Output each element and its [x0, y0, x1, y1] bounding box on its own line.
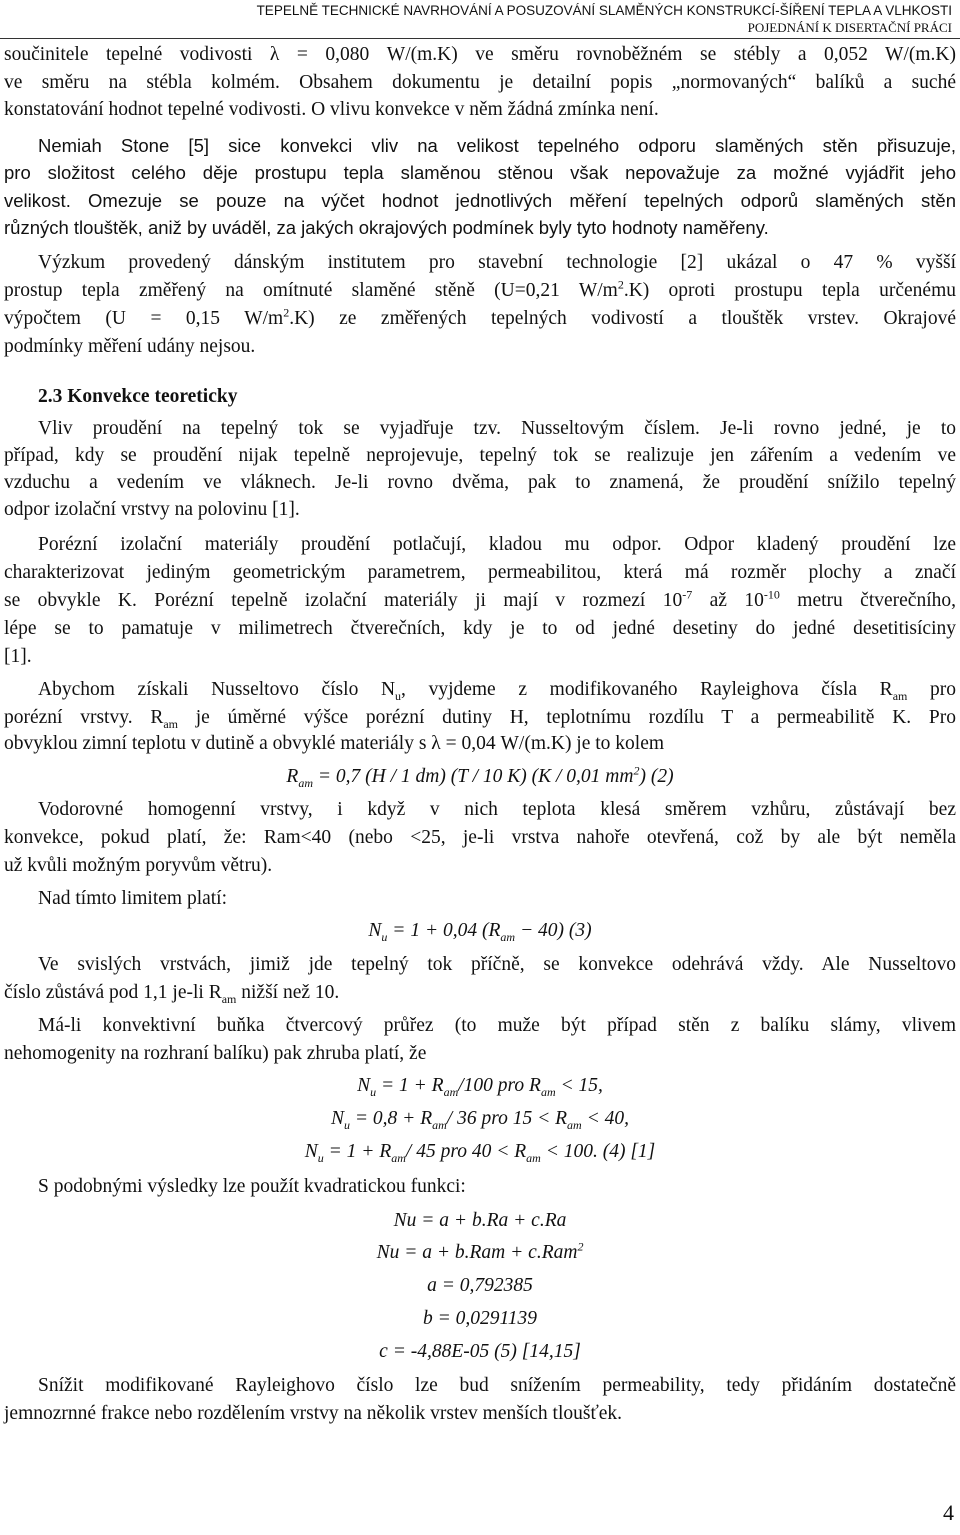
text-line: Nemiah Stone [5] sice konvekci vliv na velikost tepelného odporu slaměných stěn přisuzuje, [38, 135, 956, 156]
text-line: S podobnými výsledky lze použít kvadratickou funkci: [38, 1176, 466, 1197]
running-header-subtitle: POJEDNÁNÍ K DISERTAČNÍ PRÁCI [747, 20, 952, 35]
text-line: jemnozrnné frakce nebo rozdělením vrstvy na několik vrstev menších tloušťek. [4, 1403, 623, 1424]
text-line: [1]. [4, 646, 32, 667]
text-line: konvekce, pokud platí, že: Ram<40 (nebo <25, je-li vrstva nahoře otevřená, což by ale být neměla [4, 827, 956, 848]
text-line: Má-li konvektivní buňka čtvercový průřez (to muže být případ stěn z balíku slámy, vlivem [38, 1015, 956, 1036]
text-line: Ve svislých vrstvách, jimiž jde tepelný tok příčně, se konvekce odehrává vždy. Ale Nusseltovo [38, 954, 956, 975]
text-line: charakterizovat jediným geometrickým parametrem, permeabilitou, která má rozměr plochy a značí [4, 562, 956, 583]
text-line: podmínky měření udány nejsou. [4, 336, 256, 357]
text-line: Vodorovné homogenní vrstvy, i když v nich teplota klesá směrem vzhůru, zůstávají bez [38, 799, 956, 820]
equation-5-row-4: b = 0,0291139 [422, 1308, 538, 1329]
text-line: Snížit modifikované Rayleighovo číslo lze bud snížením permeability, tedy přidáním dostatečně [38, 1375, 956, 1396]
text-line: Výzkum provedený dánským institutem pro stavební technologie [2] ukázal o 47 % vyšší [38, 252, 956, 273]
text-line: ve směru na stébla kolmém. Obsahem dokumentu je detailní popis „normovaných“ balíků a suché [4, 72, 956, 93]
text-line: výpočtem (U = 0,15 $W/m^2.K$) ze změřených tepelných vodivostí a tlouštěk vrstev. Okrajové [4, 305, 956, 329]
equation-5-row-3: a = 0,792385 [427, 1275, 533, 1296]
text-line: vzduchu a vedením ve vláknech. Je-li rovno dvěma, pak to znamená, že proudění snížilo tepelný [4, 472, 956, 493]
text-line: různých tlouštěk, aniž by uváděl, za jakých okrajových podmínek byly tyto hodnoty naměřeny. [4, 217, 769, 238]
header-rule [0, 38, 960, 39]
equation-5-row-1: Nu = a + b.Ra + c.Ra [393, 1210, 567, 1231]
text-line: obvyklou zimní teplotu v dutině a obvyklé materiály s λ = 0,04 W/(m.K) je to kolem [4, 733, 665, 754]
equation-3: $N_u = 1 + 0,04$ $(R_{am} - 40)$ (3) [368, 920, 592, 944]
text-line: Abychom získali Nusseltovo číslo $N_u$, vyjdeme z modifikovaného Rayleighova čísla $R_{am}$ pro [38, 679, 956, 703]
equation-2: $R_{am} = 0,7$ (H / 1 dm) (T / 10 K) (K / 0,01 $mm^2$) (2) [286, 763, 674, 790]
text-line: nehomogenity na rozhraní balíku) pak zhruba platí, že [4, 1043, 427, 1064]
text-line: porézní vrstvy. $R_{am}$ je úměrné výšce porézní dutiny H, teplotnímu rozdílu T a permeabilitě K. Pro [4, 707, 956, 731]
text-line: součinitele tepelné vodivosti λ = 0,080 W/(m.K) ve směru rovnoběžném se stébly a 0,052 W/(m.K) [4, 44, 956, 65]
page-number: 4 [943, 1500, 954, 1525]
text-line: Vliv proudění na tepelný tok se vyjadřuje tzv. Nusseltovým číslem. Je-li rovno jedné, je to [38, 418, 956, 439]
equation-4-row-1: $N_u = 1 + R_{am}/100$ pro $R_{am} < 15$, [357, 1075, 603, 1099]
text-line: už kvůli možným poryvům větru). [4, 855, 273, 876]
text-line: Nad tímto limitem platí: [38, 888, 228, 909]
text-line: konstatování hodnot tepelné vodivosti. O vlivu konvekce v něm žádná zmínka není. [4, 99, 659, 120]
running-header-title: TEPELNĚ TECHNICKÉ NAVRHOVÁNÍ A POSUZOVÁNÍ SLAMĚNÝCH KONSTRUKCÍ-ŠÍŘENÍ TEPLA A VLHKOSTI [256, 3, 952, 18]
text-line: odpor izolační vrstvy na polovinu [1]. [4, 499, 300, 520]
text-line: prostup tepla změřený na omítnuté slaměné stěně (U=0,21 $W/m^2.K$) oproti prostupu tepla určenému [4, 277, 956, 301]
text-line: velikost. Omezuje se pouze na výčet hodnot jednotlivých měření tepelných odporů slaměných stěn [4, 190, 956, 211]
equation-4-row-2: $N_u = 0,8 + R_{am}/$ 36 pro $15 < R_{am} < 40$, [331, 1108, 629, 1132]
text-line: Porézní izolační materiály proudění potlačují, kladou mu odpor. Odpor kladený proudění lze [38, 534, 956, 555]
equation-4-row-3: $N_u = 1 + R_{am}/$ 45 pro $40 < R_{am} < 100$. (4) [1] [304, 1141, 656, 1165]
text-line: číslo zůstává pod 1,1 je-li $R_{am}$ nižší než 10. [4, 982, 340, 1006]
text-line: pro složitost celého děje prostupu tepla slaměnou stěnou však nepovažuje za možné vyjádřit jeho [4, 162, 956, 183]
text-line: případ, kdy se proudění nijak tepelně neprojevuje, tepelný tok se realizuje jen zářením a vedením ve [4, 445, 956, 466]
text-line: lépe se to pamatuje v milimetrech čtverečních, kdy je to od jedné desetiny do jedné desetitisíciny [4, 618, 956, 639]
section-heading: 2.3 Konvekce teoreticky [38, 386, 238, 407]
equation-5-row-5: c = -4,88E-05 (5) [14,15] [379, 1341, 581, 1362]
text-line: se obvykle K. Porézní tepelně izolační materiály ji mají v rozmezí $10^{-7}$ až $10^{-10}$ metru čtverečního, [4, 587, 956, 611]
equation-5-row-2: Nu = a + b.Ram + c.Ram$^2$ [376, 1239, 584, 1263]
